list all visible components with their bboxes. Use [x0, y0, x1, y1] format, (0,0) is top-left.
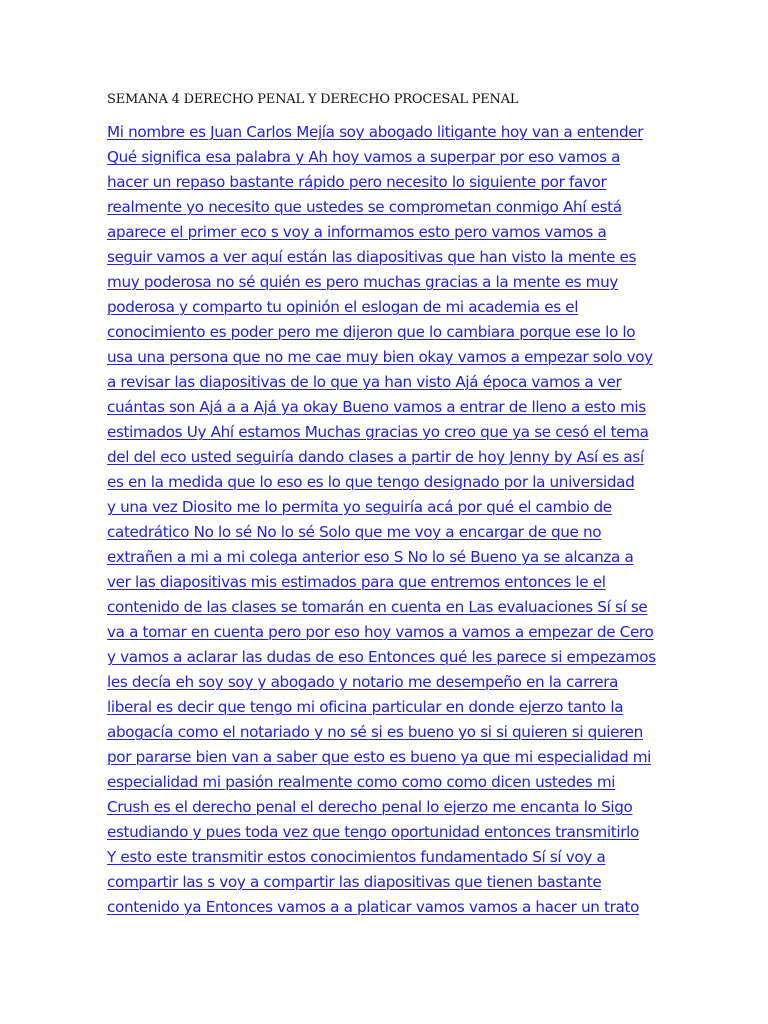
transcript-link[interactable]: Y esto este transmitir estos conocimientos fundamentado Sí sí voy a — [107, 848, 606, 866]
transcript-line — [107, 545, 687, 570]
transcript-link[interactable]: les decía eh soy soy y abogado y notario me desempeño en la carrera — [107, 673, 619, 691]
transcript-line — [107, 495, 687, 520]
transcript-line — [107, 245, 687, 270]
transcript-link[interactable]: muy poderosa no sé quién es pero muchas gracias a la mente es muy — [107, 273, 618, 291]
transcript-link[interactable]: contenido de las clases se tomarán en cuenta en Las evaluaciones Sí sí se — [107, 598, 648, 616]
transcript-line — [107, 270, 687, 295]
transcript-line — [107, 295, 687, 320]
transcript-line — [107, 845, 687, 870]
transcript-link[interactable]: conocimiento es poder pero me dijeron que lo cambiara porque ese lo lo — [107, 323, 636, 341]
transcript-line — [107, 670, 687, 695]
transcript-link[interactable]: poderosa y comparto tu opinión el eslogan de mi academia es el — [107, 298, 579, 316]
transcript-line — [107, 220, 687, 245]
transcript-link[interactable]: contenido ya Entonces vamos a a platicar vamos vamos a hacer un trato — [107, 898, 640, 916]
transcript-link[interactable]: es en la medida que lo eso es lo que tengo designado por la universidad — [107, 473, 635, 491]
transcript-line — [107, 420, 687, 445]
transcript-line — [107, 395, 687, 420]
transcript-line — [107, 195, 687, 220]
transcript-link[interactable]: aparece el primer eco s voy a informamos esto pero vamos vamos a — [107, 223, 607, 241]
transcript-line — [107, 745, 687, 770]
transcript-line — [107, 170, 687, 195]
transcript-link[interactable]: y una vez Diosito me lo permita yo seguiría acá por qué el cambio de — [107, 498, 612, 516]
transcript-line — [107, 320, 687, 345]
transcript-link[interactable]: va a tomar en cuenta pero por eso hoy vamos a vamos a empezar de Cero — [107, 623, 654, 641]
transcript-line — [107, 370, 687, 395]
transcript-line — [107, 145, 687, 170]
transcript-line — [107, 770, 687, 795]
transcript-link[interactable]: del del eco usted seguiría dando clases a partir de hoy Jenny by Así es así — [107, 448, 644, 466]
transcript-line — [107, 620, 687, 645]
transcript-link[interactable]: catedrático No lo sé No lo sé Solo que me voy a encargar de que no — [107, 523, 602, 541]
transcript-line — [107, 645, 687, 670]
transcript-line — [107, 720, 687, 745]
transcript-link[interactable]: abogacía como el notariado y no sé si es bueno yo si si quieren si quieren — [107, 723, 643, 741]
transcript-line — [107, 820, 687, 845]
transcript-link[interactable]: y vamos a aclarar las dudas de eso Entonces qué les parece si empezamos — [107, 648, 656, 666]
transcript-line — [107, 795, 687, 820]
transcript-link[interactable]: hacer un repaso bastante rápido pero necesito lo siguiente por favor — [107, 173, 607, 191]
transcript-body — [107, 120, 687, 920]
transcript-link[interactable]: especialidad mi pasión realmente como como como dicen ustedes mi — [107, 773, 616, 791]
transcript-link[interactable]: Crush es el derecho penal el derecho penal lo ejerzo me encanta lo Sigo — [107, 798, 633, 816]
transcript-link[interactable]: ver las diapositivas mis estimados para que entremos entonces le el — [107, 573, 606, 591]
transcript-line — [107, 570, 687, 595]
transcript-link[interactable]: extrañen a mi a mi colega anterior eso S No lo sé Bueno ya se alcanza a — [107, 548, 634, 566]
transcript-link[interactable]: a revisar las diapositivas de lo que ya han visto Ajá época vamos a ver — [107, 373, 622, 391]
transcript-line — [107, 870, 687, 895]
document-heading: SEMANA 4 DERECHO PENAL Y DERECHO PROCESAL PENAL — [107, 92, 519, 107]
transcript-line — [107, 345, 687, 370]
transcript-line — [107, 120, 687, 145]
transcript-line — [107, 470, 687, 495]
transcript-link[interactable]: Mi nombre es Juan Carlos Mejía soy abogado litigante hoy van a entender — [107, 123, 644, 141]
transcript-link[interactable]: seguir vamos a ver aquí están las diapositivas que han visto la mente es — [107, 248, 637, 266]
transcript-line — [107, 445, 687, 470]
transcript-link[interactable]: estudiando y pues toda vez que tengo oportunidad entonces transmitirlo — [107, 823, 639, 841]
transcript-line — [107, 595, 687, 620]
transcript-line — [107, 895, 687, 920]
transcript-link[interactable]: liberal es decir que tengo mi oficina particular en donde ejerzo tanto la — [107, 698, 624, 716]
transcript-link[interactable]: compartir las s voy a compartir las diapositivas que tienen bastante — [107, 873, 602, 891]
transcript-link[interactable]: estimados Uy Ahí estamos Muchas gracias yo creo que ya se cesó el tema — [107, 423, 649, 441]
transcript-link[interactable]: realmente yo necesito que ustedes se comprometan conmigo Ahí está — [107, 198, 622, 216]
transcript-link[interactable]: Qué significa esa palabra y Ah hoy vamos a superpar por eso vamos a — [107, 148, 621, 166]
transcript-link[interactable]: usa una persona que no me cae muy bien okay vamos a empezar solo voy — [107, 348, 653, 366]
transcript-link[interactable]: por pararse bien van a saber que esto es bueno ya que mi especialidad mi — [107, 748, 652, 766]
transcript-line — [107, 695, 687, 720]
transcript-link[interactable]: cuántas son Ajá a a Ajá ya okay Bueno vamos a entrar de lleno a esto mis — [107, 398, 646, 416]
transcript-line — [107, 520, 687, 545]
